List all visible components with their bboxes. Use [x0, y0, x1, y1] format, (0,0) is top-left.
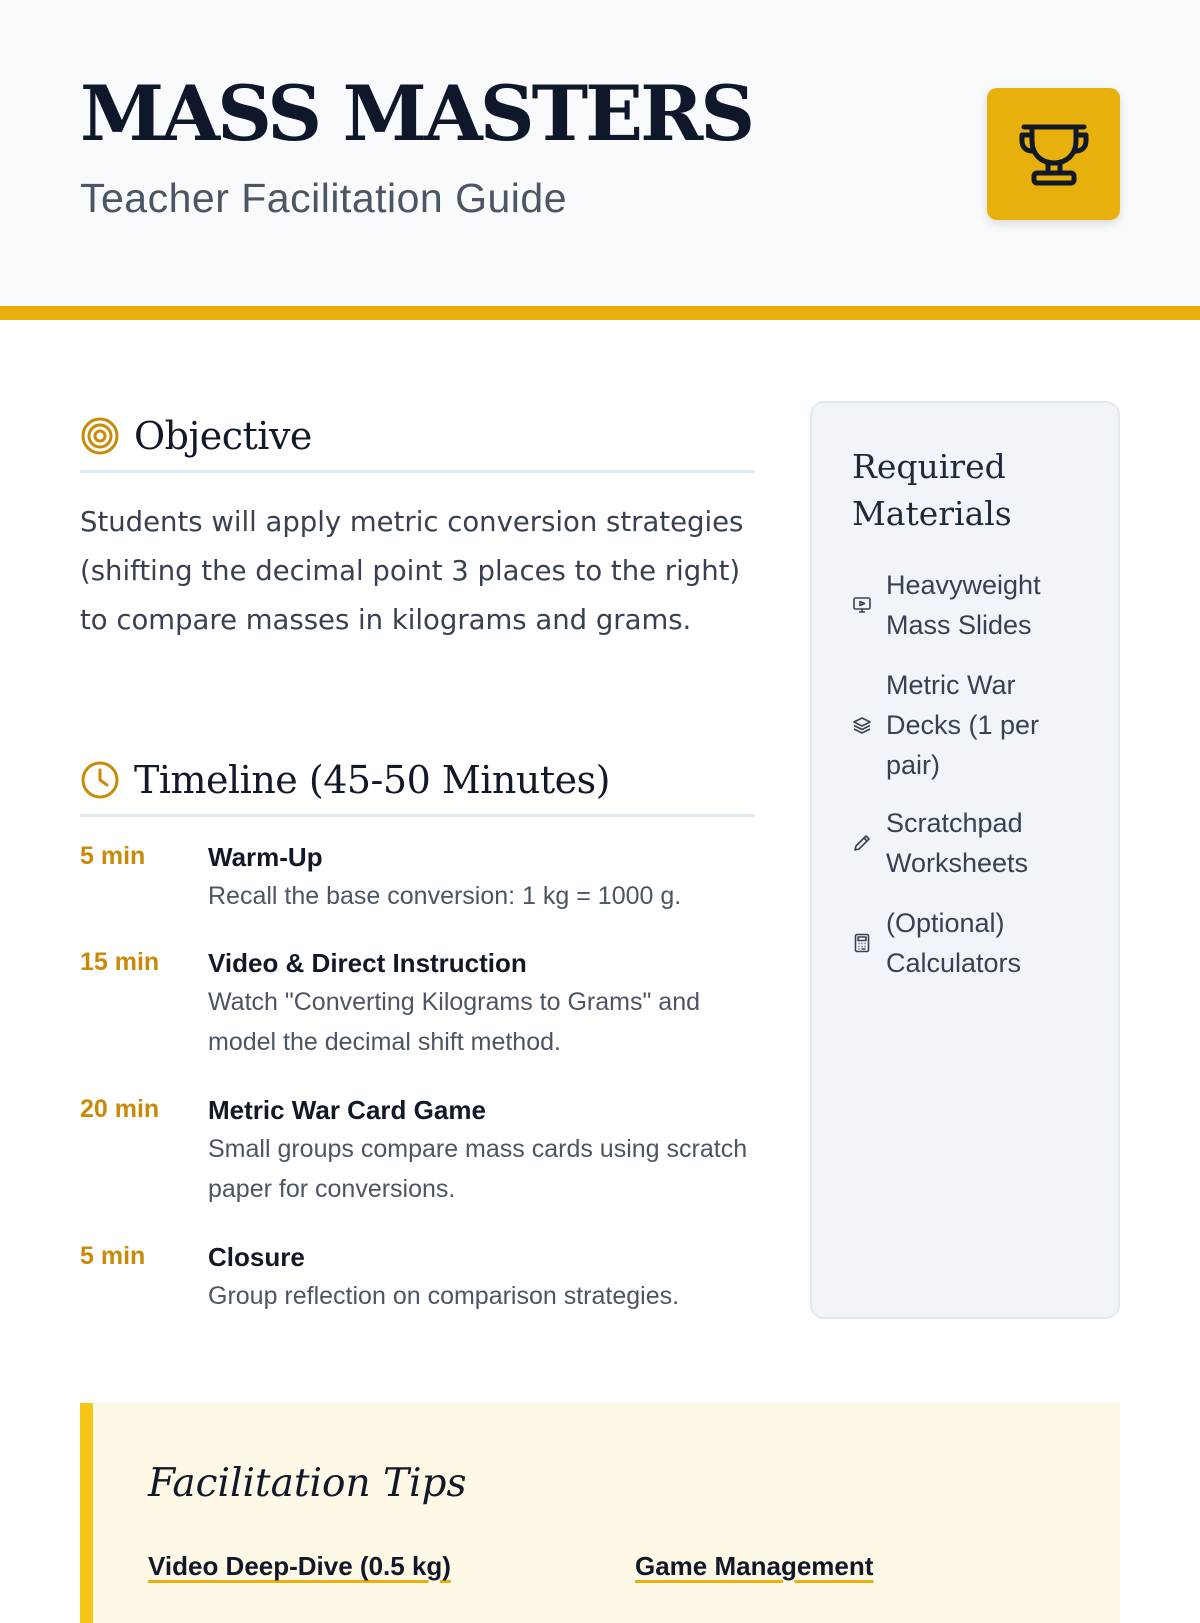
material-item	[852, 803, 1092, 883]
timeline-item-title: Metric War Card Game	[208, 1095, 486, 1125]
calculator-icon	[852, 933, 872, 953]
materials-panel	[810, 401, 1120, 1319]
objective-title: Objective	[134, 414, 312, 458]
timeline-item-description: Recall the base conversion: 1 kg = 1000 g.	[208, 882, 682, 910]
material-item	[852, 565, 1092, 645]
header	[0, 0, 1200, 320]
tips-title: Facilitation Tips	[148, 1461, 467, 1506]
timeline-item-description: Group reflection on comparison strategies.	[208, 1282, 680, 1310]
timeline-item-description: Small groups compare mass cards using scratch paper for conversions.	[208, 1135, 748, 1203]
layers-icon	[852, 715, 872, 735]
material-item	[852, 903, 1092, 983]
facilitation-tips	[80, 1403, 1120, 1623]
page-subtitle: Teacher Facilitation Guide	[80, 175, 568, 221]
timeline-item-title: Warm-Up	[208, 842, 323, 872]
timeline-item-title: Video & Direct Instruction	[208, 948, 527, 978]
objective-heading	[80, 402, 755, 473]
trophy-badge	[987, 88, 1120, 220]
timeline-heading	[80, 746, 755, 817]
pencil-icon	[852, 833, 872, 853]
materials-title: Required Materials	[852, 447, 1012, 533]
material-label: Heavyweight Mass Slides	[886, 570, 1041, 640]
timeline-duration: 20 min	[80, 1095, 160, 1123]
material-item	[852, 665, 1092, 785]
material-label: Metric War Decks (1 per pair)	[886, 670, 1040, 780]
timeline-duration: 5 min	[80, 842, 146, 870]
timeline-duration: 15 min	[80, 948, 160, 976]
timeline-item-title: Closure	[208, 1242, 305, 1272]
timeline-item-description: Watch "Converting Kilograms to Grams" and model the decimal shift method.	[208, 988, 701, 1056]
timeline-duration: 5 min	[80, 1242, 146, 1270]
material-label: (Optional) Calculators	[886, 908, 1022, 978]
timeline-title: Timeline (45-50 Minutes)	[134, 758, 610, 802]
target-icon	[80, 416, 120, 456]
page-title: MASS MASTERS	[80, 69, 753, 158]
material-label: Scratchpad Worksheets	[886, 808, 1029, 878]
clock-icon	[80, 760, 120, 800]
objective-text: Students will apply metric conversion strategies (shifting the decimal point 3 places to the right) to compare masses in kilograms and grams.	[80, 506, 744, 636]
tip-column-heading: Game Management	[635, 1551, 874, 1581]
tip-column-heading: Video Deep-Dive (0.5 kg)	[148, 1551, 451, 1581]
presentation-icon	[852, 595, 872, 615]
trophy-icon	[1014, 119, 1094, 189]
